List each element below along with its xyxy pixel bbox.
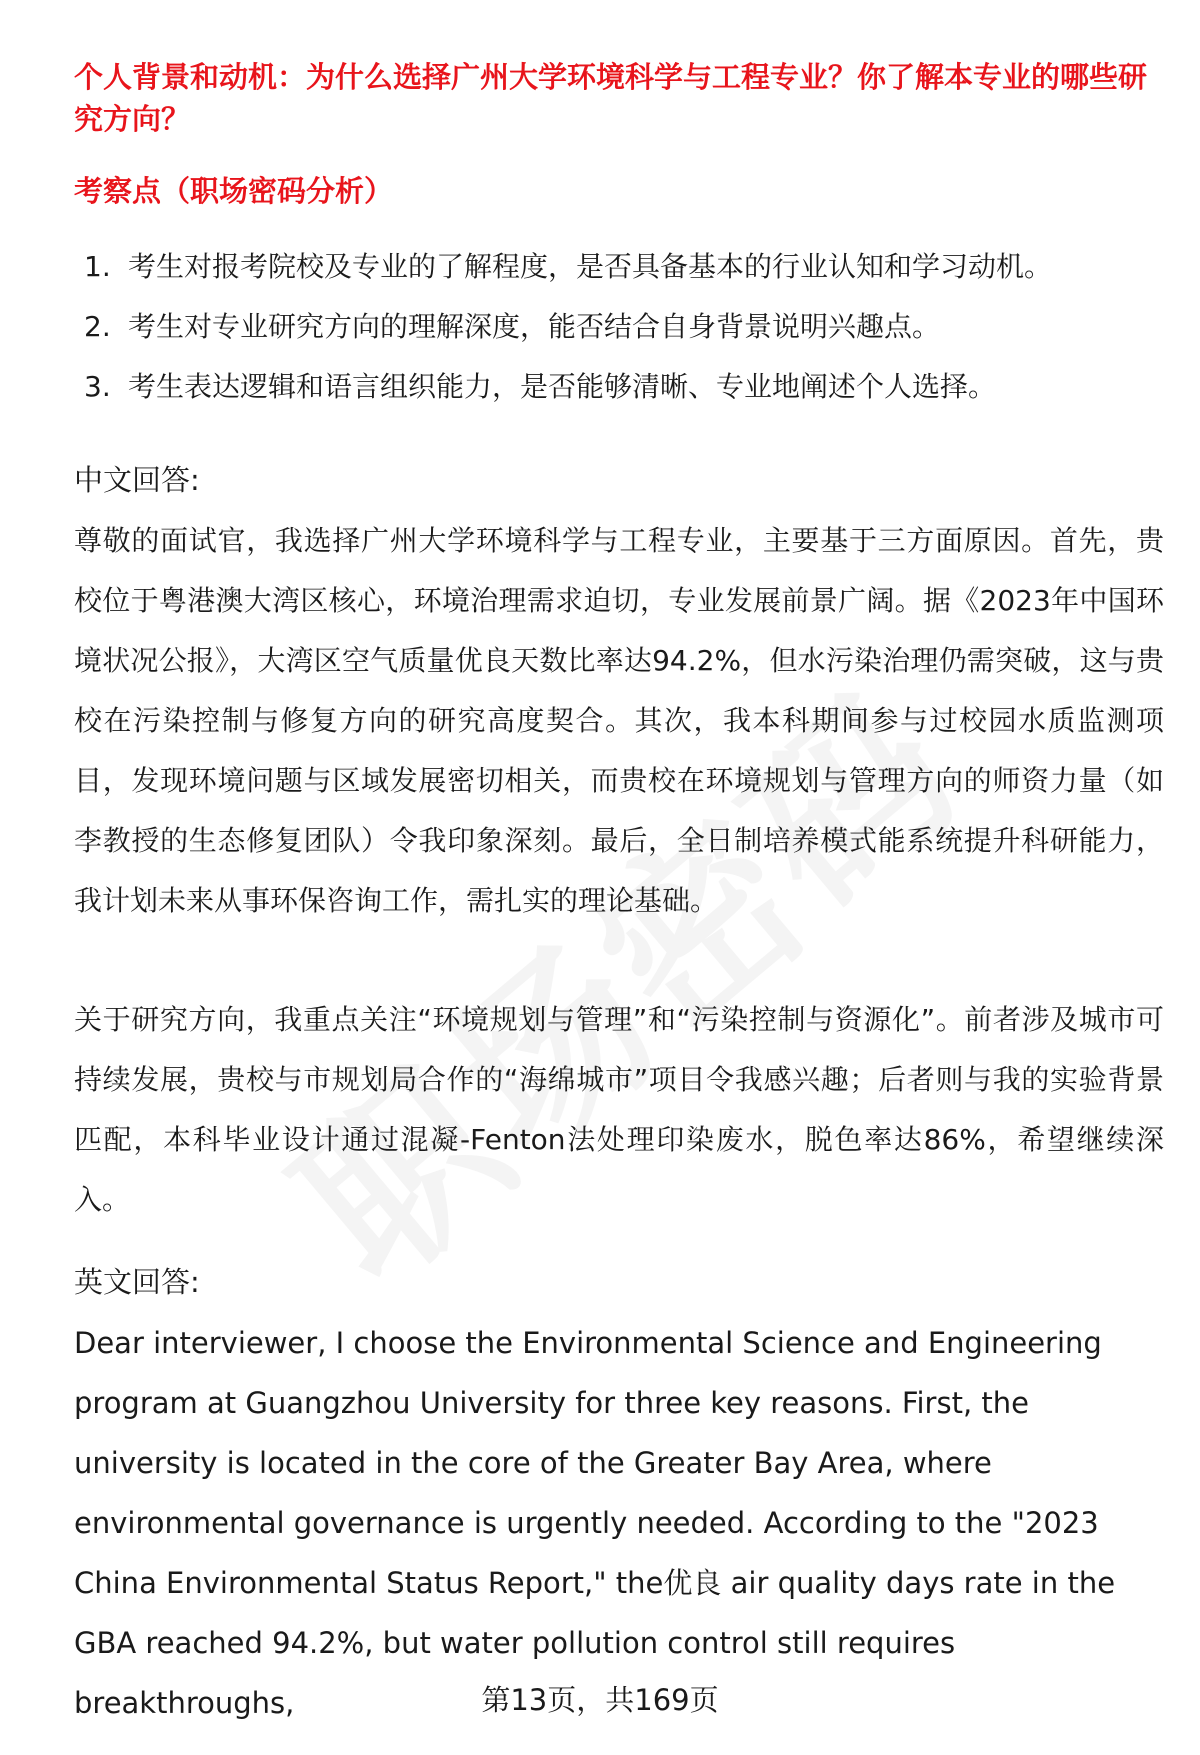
list-text: 考生对报考院校及专业的了解程度，是否具备基本的行业认知和学习动机。	[128, 250, 1053, 283]
english-answer-label: 英文回答:	[74, 1265, 200, 1299]
list-item	[84, 248, 1144, 286]
list-text: 考生对专业研究方向的理解深度，能否结合自身背景说明兴趣点。	[128, 310, 941, 343]
list-number: 3.	[84, 370, 111, 403]
list-number: 1.	[84, 250, 111, 283]
chinese-answer-label: 中文回答:	[74, 463, 200, 497]
english-answer-paragraph-1: Dear interviewer, I choose the Environmental Science and Engineering program at Guangzhou University for three key reasons. First, the university is located in the core of the Greater Bay Area, where environmental governance is urgently needed. According to the "2023 China Environmental Status Report," the优良 air quality days rate in the GBA reached 94.2%, but water pollution control still requires breakthroughs,	[74, 1326, 1116, 1720]
focus-title: 考察点（职场密码分析）	[74, 174, 394, 208]
list-number: 2.	[84, 310, 111, 343]
chinese-answer-paragraph-2: 关于研究方向，我重点关注“环境规划与管理”和“污染控制与资源化”。前者涉及城市可持续发展，贵校与市规划局合作的“海绵城市”项目令我感兴趣；后者则与我的实验背景匹配，本科毕业设计通过混凝-Fenton法处理印染废水，脱色率达86%，希望继续深入。	[74, 1003, 1164, 1216]
list-item	[84, 368, 1144, 406]
list-text: 考生表达逻辑和语言组织能力，是否能够清晰、专业地阐述个人选择。	[128, 370, 997, 403]
list-item	[84, 308, 1144, 346]
question-heading: 个人背景和动机：为什么选择广州大学环境科学与工程专业？你了解本专业的哪些研究方向？	[74, 60, 1148, 136]
focus-list	[84, 248, 1144, 428]
page-footer: 第13页，共169页	[481, 1683, 719, 1717]
chinese-answer-paragraph-1: 尊敬的面试官，我选择广州大学环境科学与工程专业，主要基于三方面原因。首先，贵校位于粤港澳大湾区核心，环境治理需求迫切，专业发展前景广阔。据《2023年中国环境状况公报》，大湾区空气质量优良天数比率达94.2%，但水污染治理仍需突破，这与贵校在污染控制与修复方向的研究高度契合。其次，我本科期间参与过校园水质监测项目，发现环境问题与区域发展密切相关，而贵校在环境规划与管理方向的师资力量（如李教授的生态修复团队）令我印象深刻。最后，全日制培养模式能系统提升科研能力，我计划未来从事环保咨询工作，需扎实的理论基础。	[74, 524, 1164, 917]
